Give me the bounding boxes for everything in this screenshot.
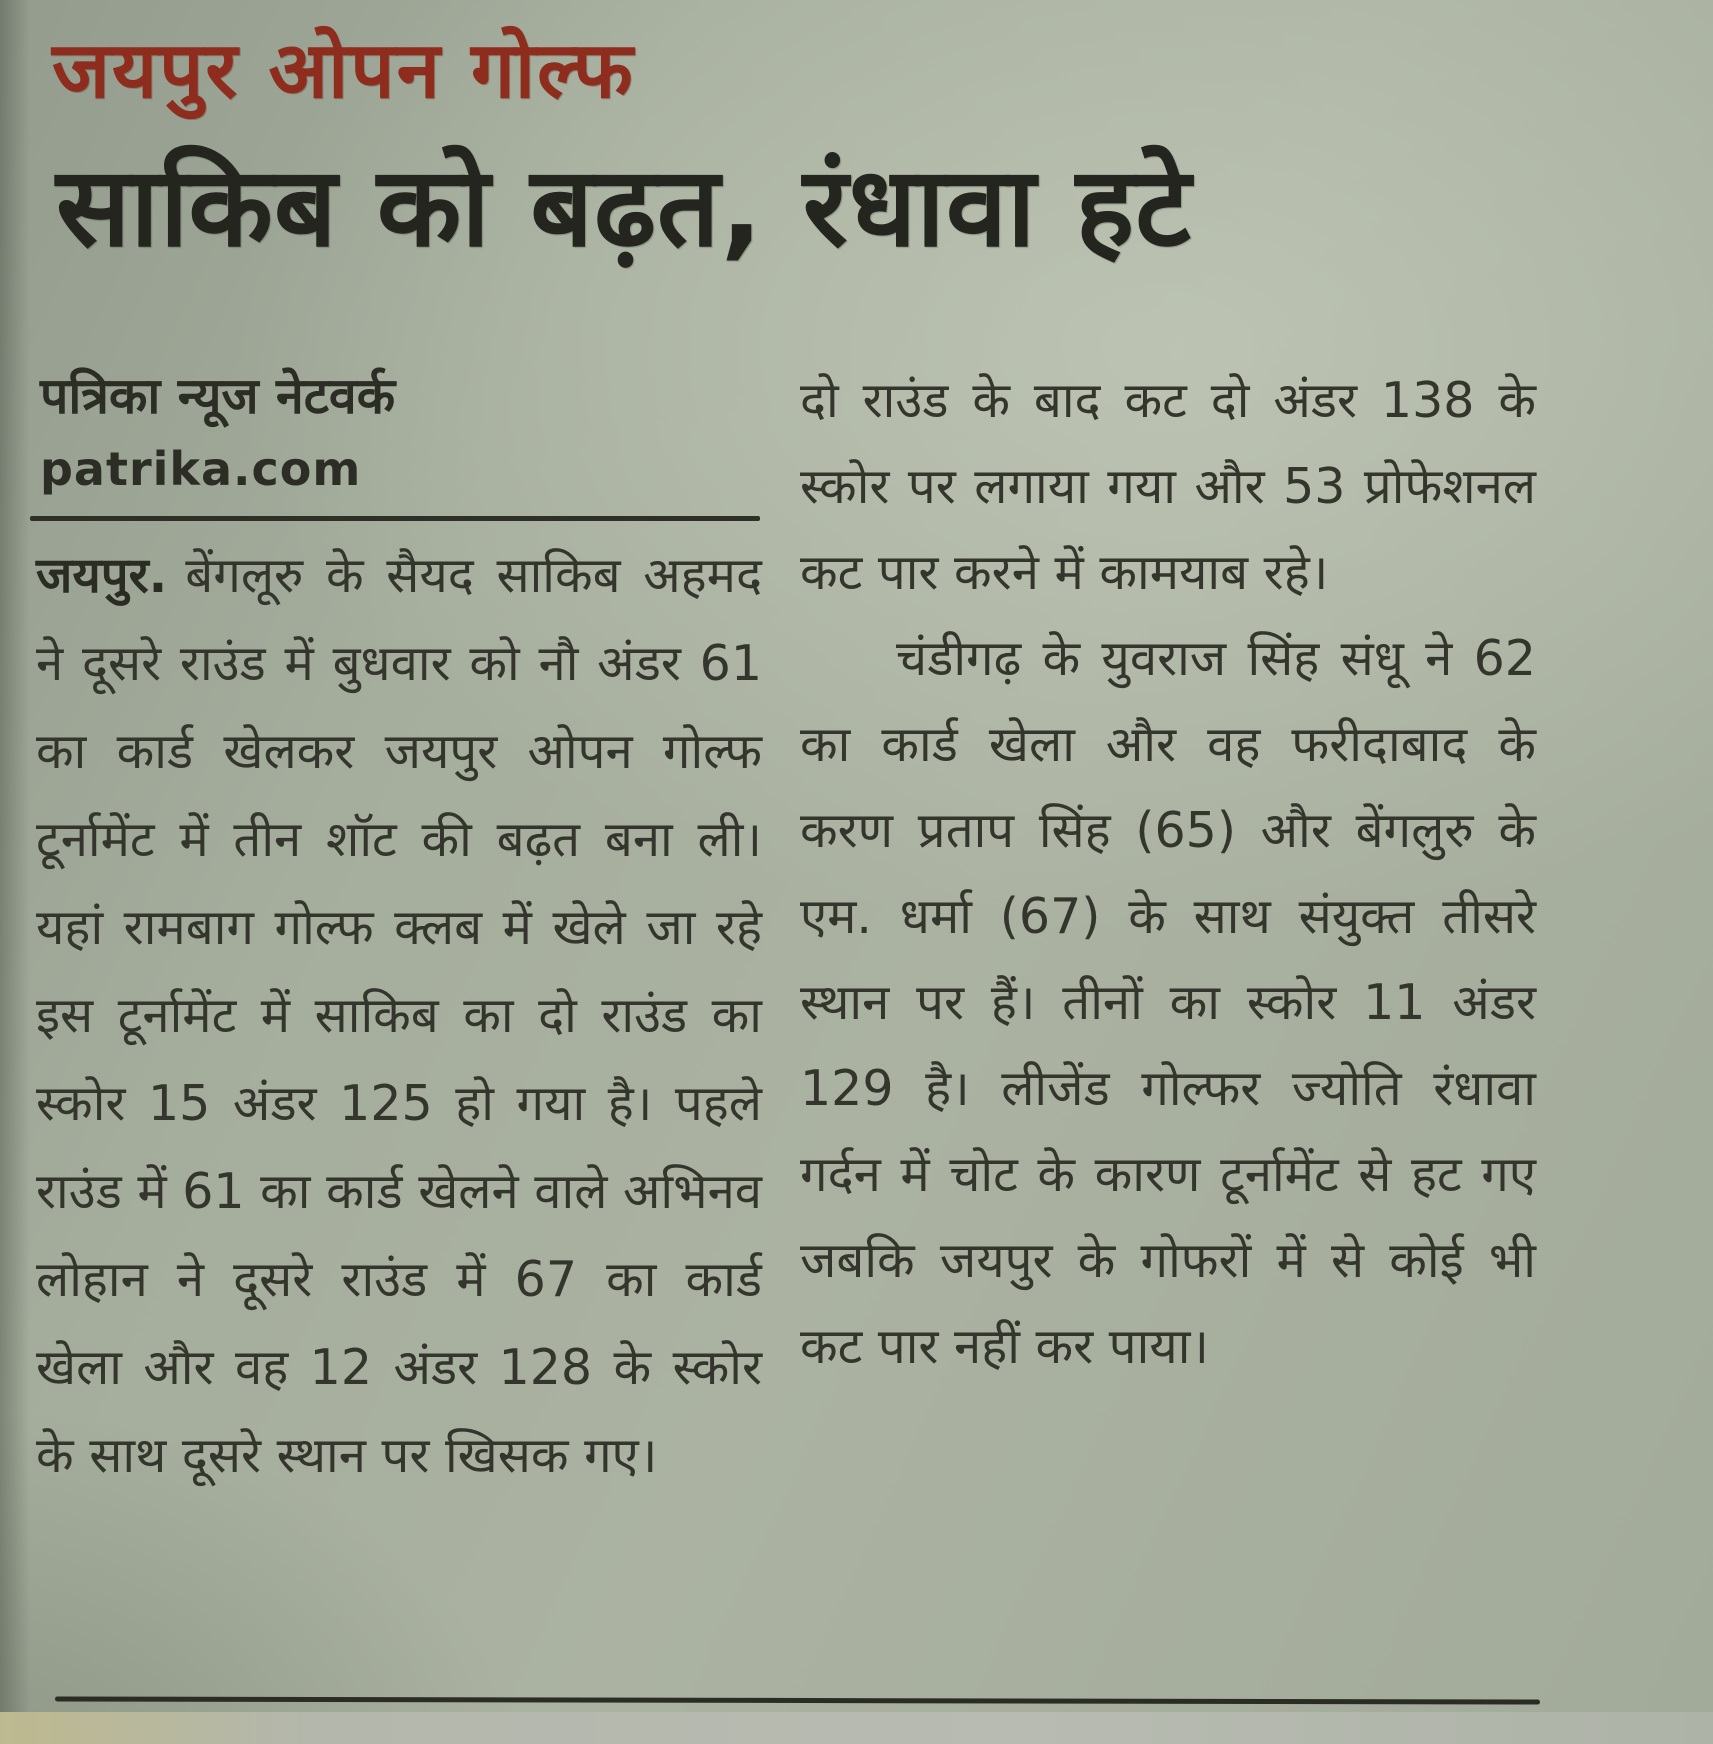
paragraph-text: बेंगलूरु के सैयद साकिब अहमद ने दूसरे राउंड में बुधवार को नौ अंडर 61 का कार्ड खेलकर जयपुर ओपन गोल्फ टूर्नामेंट में तीन शॉट की बढ़त बना ली। यहां रामबाग गोल्फ क्लब में खेले जा रहे इस टूर्नामेंट में साकिब का दो राउंड का स्कोर 15 अंडर 125 हो गया है। पहले राउंड में 61 का कार्ड खेलने वाले अभिनव लोहान ने दूसरे राउंड में 67 का कार्ड खेला और वह 12 अंडर 128 के स्कोर के साथ दूसरे स्थान पर खिसक गए। <box>36 547 763 1484</box>
paper-edge-bottom <box>0 1712 1713 1744</box>
website-url: patrika.com <box>40 442 362 496</box>
dateline: जयपुर. <box>36 547 168 604</box>
photo-shadow-left-edge <box>0 0 30 1744</box>
body-paragraph: दो राउंड के बाद कट दो अंडर 138 के स्कोर पर लगाया गया और 53 प्रोफेशनल कट पार करने में कामयाब रहे। <box>800 372 1536 601</box>
body-paragraph: चंडीगढ़ के युवराज सिंह संधू ने 62 का कार्ड खेला और वह फरीदाबाद के करण प्रताप सिंह (65) और बेंगलुरु के एम. धर्मा (67) के साथ संयुक्त तीसरे स्थान पर हैं। तीनों का स्कोर 11 अंडर 129 है। लीजेंड गोल्फर ज्योति रंधावा गर्दन में चोट के कारण टूर्नामेंट से हट गए जबकि जयपुर के गोफरों में से कोई भी कट पार नहीं कर पाया। <box>800 630 1536 1375</box>
body-paragraph <box>36 532 762 1500</box>
article-bottom-rule <box>55 1696 1540 1704</box>
kicker-section-label: जयपुर ओपन गोल्फ <box>52 26 635 116</box>
column-1 <box>36 532 762 1500</box>
byline: पत्रिका न्यूज नेटवर्क <box>40 367 396 425</box>
byline-divider-rule <box>30 516 760 521</box>
column-2 <box>800 358 1536 1390</box>
headline: साकिब को बढ़त, रंधावा हटे <box>56 143 1192 271</box>
